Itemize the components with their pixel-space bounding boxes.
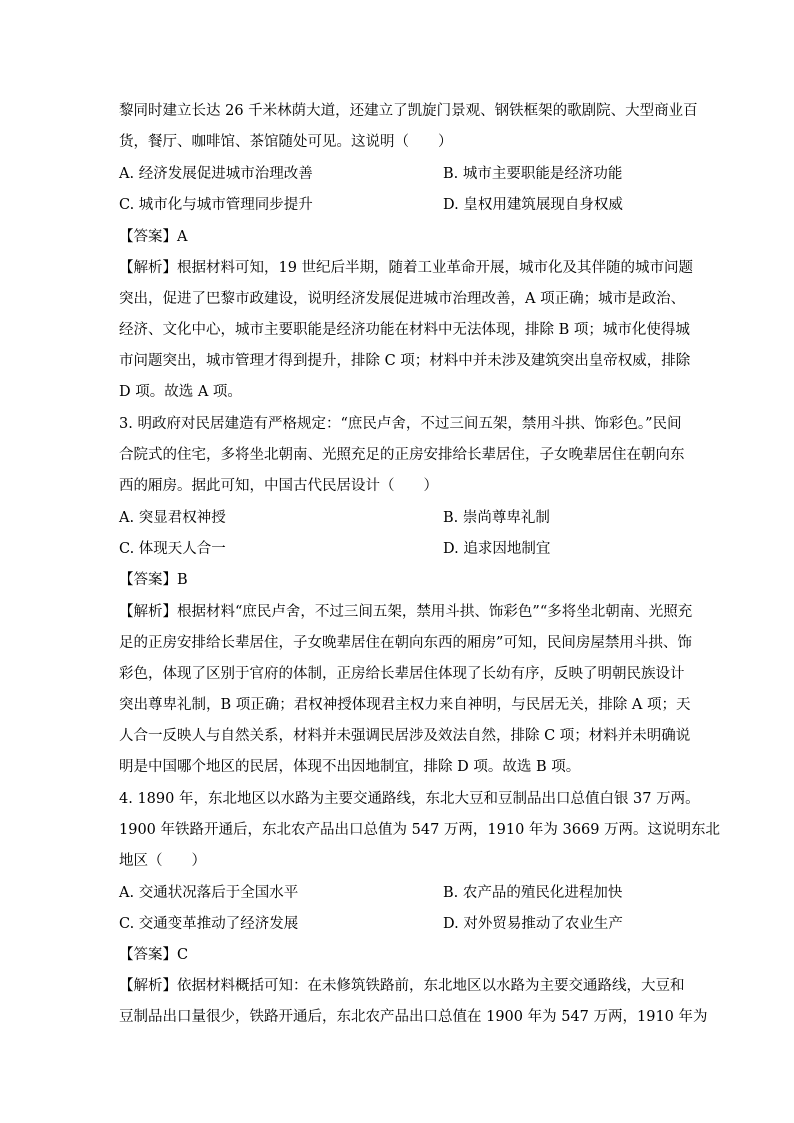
q4-analysis-line-2: 豆制品出口量很少，铁路开通后，东北农产品出口总值在 1900 年为 547 万两，1910 年为 — [119, 1009, 708, 1025]
q3-stem-line-1: 3. 明政府对民居建造有严格规定：“庶民卢舍，不过三间五架，禁用斗拱、饰彩色。”民间 — [119, 416, 682, 432]
q3-analysis-line-5: 人合一反映人与自然关系，材料并未强调民居涉及效法自然，排除 C 项；材料并未明确说 — [119, 728, 691, 744]
q3-analysis-line-2: 足的正房安排给长辈居住，子女晚辈居住在朝向东西的厢房”可知，民间房屋禁用斗拱、饰 — [119, 635, 692, 651]
q4-option-a: A. 交通状况落后于全国水平 — [119, 885, 299, 901]
q2-stem-line-1: 黎同时建立长达 26 千米林荫大道，还建立了凯旋门景观、钢铁框架的歌剧院、大型商业百 — [119, 103, 698, 119]
q4-analysis-line-1: 【解析】依据材料概括可知：在未修筑铁路前，东北地区以水路为主要交通路线，大豆和 — [119, 978, 685, 994]
q2-analysis-line-2: 突出，促进了巴黎市政建设，说明经济发展促进城市治理改善，A 项正确；城市是政治、 — [119, 291, 686, 307]
q2-answer: 【答案】A — [119, 229, 188, 245]
q2-option-c: C. 城市化与城市管理同步提升 — [119, 197, 313, 213]
q4-stem-line-3: 地区（ ） — [119, 853, 206, 869]
q4-option-b: B. 农产品的殖民化进程加快 — [443, 885, 623, 901]
q2-option-d: D. 皇权用建筑展现自身权威 — [443, 197, 623, 213]
q2-stem-line-2: 货，餐厅、咖啡馆、茶馆随处可见。这说明（ ） — [119, 134, 453, 150]
q4-answer: 【答案】C — [119, 947, 189, 963]
q3-option-d: D. 追求因地制宜 — [443, 541, 551, 557]
q3-analysis-line-1: 【解析】根据材料“庶民卢舍，不过三间五架，禁用斗拱、饰彩色”“多将坐北朝南、光照充 — [119, 604, 693, 620]
q3-answer: 【答案】B — [119, 572, 188, 588]
q4-stem-line-1: 4. 1890 年，东北地区以水路为主要交通路线，东北大豆和豆制品出口总值白银 37 万两。 — [119, 791, 700, 807]
q2-analysis-line-4: 市问题突出，城市管理才得到提升，排除 C 项；材料中并未涉及建筑突出皇帝权威，排除 — [119, 353, 691, 369]
q3-option-c: C. 体现天人合一 — [119, 541, 226, 557]
q4-option-d: D. 对外贸易推动了农业生产 — [443, 916, 623, 932]
q4-stem-line-2: 1900 年铁路开通后，东北农产品出口总值为 547 万两，1910 年为 3669 万两。这说明东北 — [119, 822, 721, 838]
q2-analysis-line-5: D 项。故选 A 项。 — [119, 384, 242, 400]
q3-option-b: B. 崇尚尊卑礼制 — [443, 510, 550, 526]
q4-option-c: C. 交通变革推动了经济发展 — [119, 916, 299, 932]
q3-stem-line-2: 合院式的住宅，多将坐北朝南、光照充足的正房安排给长辈居住，子女晚辈居住在朝向东 — [119, 447, 685, 463]
q3-analysis-line-4: 突出尊卑礼制，B 项正确；君权神授体现君主权力来自神明，与民居无关，排除 A 项；天 — [119, 697, 691, 713]
q2-option-b: B. 城市主要职能是经济功能 — [443, 166, 623, 182]
q2-analysis-line-1: 【解析】根据材料可知，19 世纪后半期，随着工业革命开展，城市化及其伴随的城市问题 — [119, 260, 694, 276]
q3-analysis-line-3: 彩色，体现了区别于官府的体制，正房给长辈居住体现了长幼有序，反映了明朝民族设计 — [119, 666, 685, 682]
q3-analysis-line-6: 明是中国哪个地区的民居，体现不出因地制宜，排除 D 项。故选 B 项。 — [119, 759, 581, 775]
q2-option-a: A. 经济发展促进城市治理改善 — [119, 166, 313, 182]
q3-stem-line-3: 西的厢房。据此可知，中国古代民居设计（ ） — [119, 478, 438, 494]
q3-option-a: A. 突显君权神授 — [119, 510, 226, 526]
q2-analysis-line-3: 经济、文化中心，城市主要职能是经济功能在材料中无法体现，排除 B 项；城市化使得城 — [119, 322, 690, 338]
